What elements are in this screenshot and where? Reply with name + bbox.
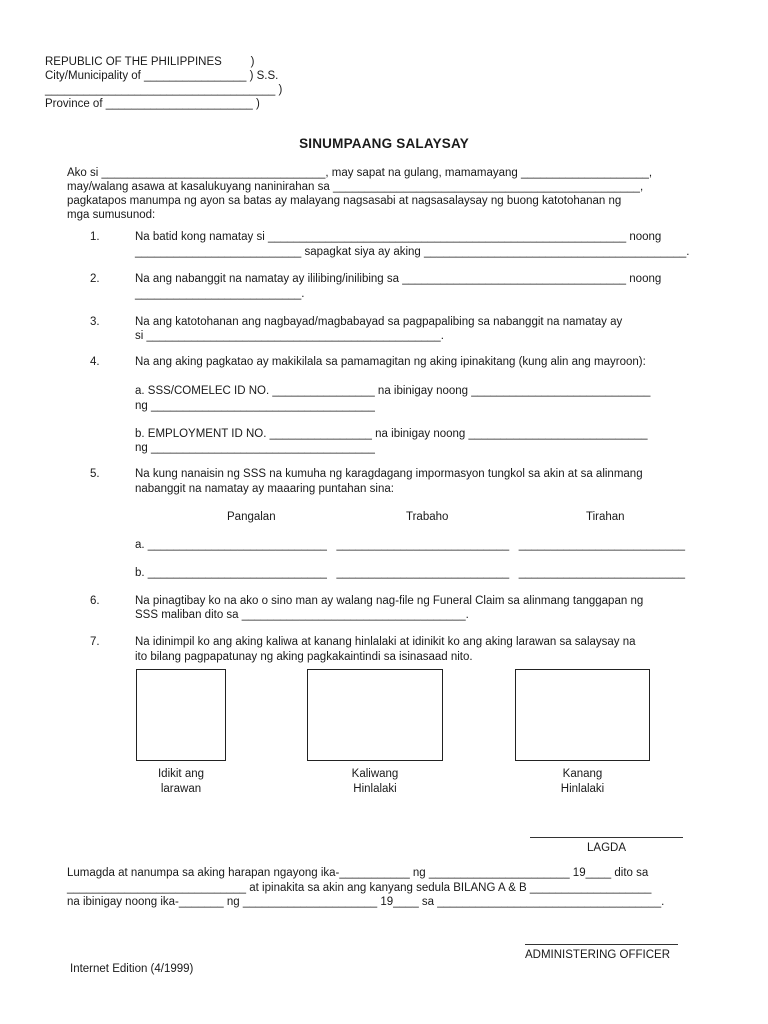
header-city: City/Municipality of ________________ ) S.S. [45, 70, 279, 82]
photo-caption [136, 767, 226, 797]
column-header-trabaho: Trabaho [406, 511, 449, 523]
item-4-employment-issued-at: ng ___________________________________ [135, 442, 375, 454]
item-1-number: 1. [90, 231, 100, 243]
jurat-line-2: ____________________________ at ipinakita sa akin ang kanyang sedula BILANG A & B ___________________ [67, 882, 652, 894]
item-4-sss-comelec-issued-at: ng ___________________________________ [135, 400, 375, 412]
header-republic: REPUBLIC OF THE PHILIPPINES ) [45, 56, 255, 68]
left-thumbprint-box [307, 669, 443, 761]
item-1-line-2: __________________________ sapagkat siya ay aking _________________________________________. [135, 246, 690, 258]
item-5-line-1: Na kung nanaisin ng SSS na kumuha ng karagdagang impormasyon tungkol sa akin at sa alinmang [135, 468, 643, 480]
item-6-line-2: SSS maliban dito sa ___________________________________. [135, 609, 469, 621]
item-6-number: 6. [90, 595, 100, 607]
column-header-tirahan: Tirahan [586, 511, 625, 523]
item-2-line-1: Na ang nabanggit na namatay ay ililibing/inilibing sa ___________________________________ noong [135, 273, 662, 285]
left-thumb-caption-line-1: Kaliwang [351, 768, 399, 780]
item-3-line-2: si ______________________________________________. [135, 330, 444, 342]
administering-officer-label: ADMINISTERING OFFICER [525, 949, 671, 961]
intro-line-3: pagkatapos manumpa ng ayon sa batas ay malayang nagsasabi at nagsasalaysay ng buong katotohanan ng [67, 195, 622, 207]
photo-caption-line-2: larawan [160, 783, 202, 795]
right-thumb-caption [515, 767, 650, 797]
signature-label: LAGDA [587, 842, 626, 854]
photo-box [136, 669, 226, 761]
photo-caption-line-1: Idikit ang [157, 768, 205, 780]
left-thumb-caption [307, 767, 443, 797]
item-7-line-2: ito bilang pagpapatunay ng aking pagkakaintindi sa isinasaad nito. [135, 651, 473, 663]
contact-row-b: b. ____________________________ ___________________________ __________________________ [135, 567, 686, 579]
footer-edition: Internet Edition (4/1999) [70, 963, 194, 975]
intro-line-4: mga sumusunod: [67, 209, 156, 221]
document-title: SINUMPAANG SALAYSAY [299, 136, 469, 151]
contact-row-a: a. ____________________________ ___________________________ __________________________ [135, 539, 686, 551]
right-thumbprint-box [515, 669, 650, 761]
item-1-line-1: Na batid kong namatay si ________________________________________________________ noong [135, 231, 662, 243]
item-6-line-1: Na pinagtibay ko na ako o sino man ay walang nag-file ng Funeral Claim sa alinmang tanggapan ng [135, 595, 644, 607]
item-5-line-2: nabanggit na namatay ay maaaring puntahan sina: [135, 483, 394, 495]
item-4-employment-line: b. EMPLOYMENT ID NO. ________________ na ibinigay noong ____________________________ [135, 428, 648, 440]
item-4-number: 4. [90, 356, 100, 368]
header-blank-line: ____________________________________ ) [45, 84, 283, 96]
right-thumb-caption-line-1: Kanang [562, 768, 603, 780]
item-4-sss-comelec-line: a. SSS/COMELEC ID NO. ________________ na ibinigay noong ____________________________ [135, 385, 651, 397]
intro-line-2: may/walang asawa at kasalukuyang naninirahan sa ________________________________________________, [67, 181, 644, 193]
item-3-number: 3. [90, 316, 100, 328]
left-thumb-caption-line-2: Hinlalaki [353, 783, 397, 795]
right-thumb-caption-line-2: Hinlalaki [560, 783, 605, 795]
intro-line-1: Ako si ___________________________________, may sapat na gulang, mamamayang ____________________, [67, 167, 653, 179]
column-header-pangalan: Pangalan [227, 511, 276, 523]
item-3-line-1: Na ang katotohanan ang nagbayad/magbabayad sa pagpapalibing sa nabanggit na namatay ay [135, 316, 623, 328]
item-2-number: 2. [90, 273, 100, 285]
officer-signature-line [525, 944, 678, 945]
item-7-line-1: Na idinimpil ko ang aking kaliwa at kanang hinlalaki at idinikit ko ang aking larawan sa salaysay na [135, 636, 636, 648]
jurat-line-1: Lumagda at nanumpa sa aking harapan ngayong ika-___________ ng ______________________ 19____ dito sa [67, 867, 649, 879]
item-2-line-2: __________________________. [135, 288, 305, 300]
signature-line [530, 837, 683, 838]
header-province: Province of _______________________ ) [45, 98, 260, 110]
item-7-number: 7. [90, 636, 100, 648]
jurat-line-3: na ibinigay noong ika-_______ ng _____________________ 19____ sa ___________________________________. [67, 896, 665, 908]
item-4-line-1: Na ang aking pagkatao ay makikilala sa pamamagitan ng aking ipinakitang (kung alin ang mayroon): [135, 356, 646, 368]
item-5-number: 5. [90, 468, 100, 480]
